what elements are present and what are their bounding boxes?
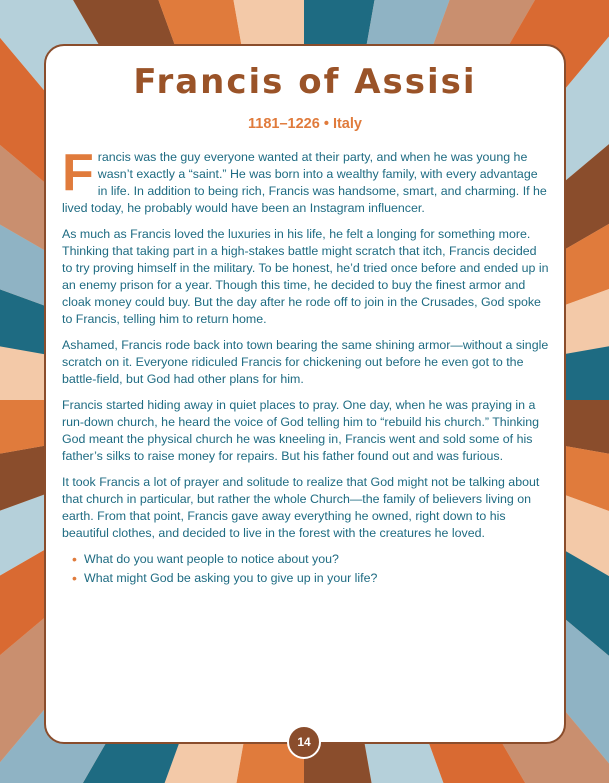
page-number-badge: 14: [287, 725, 321, 759]
dates-location: 1181–1226 • Italy: [248, 116, 362, 132]
story-body: [62, 144, 550, 589]
content-card: [44, 44, 566, 744]
paragraph-5: It took Francis a lot of prayer and solitude to realize that God might not be talking about that church in particular, but rather the whole Church—the family of believers living on earth. From that point, Francis gave away everything he owned, right down to his beautiful clothes, and decided to live in the forest with the creatures he loved.: [62, 475, 540, 540]
paragraph-2: As much as Francis loved the luxuries in his life, he felt a longing for something more. Thinking that taking part in a high-stakes battle might scratch that itch, Francis decided to try proving himself in the military. To be honest, he’d tried once before and ended up in an enemy prison for a year. Though this time, he decided to buy the finest armor and cloak money could buy. But the day after he rode off to join in the Crusades, God spoke to Francis, telling him to return home.: [62, 227, 549, 326]
question-2: • What might God be asking you to give up in your life?: [84, 570, 550, 587]
paragraph-4: Francis started hiding away in quiet places to pray. One day, when he was praying in a run-down church, he heard the voice of God telling him to “rebuild his church.” Thinking God meant the physical church he was kneeling in, Francis went and sold some of his father’s silks to raise money for repairs. But his father found out and was furious.: [62, 398, 540, 463]
paragraph-1: [62, 144, 550, 217]
question-1: • What do you want people to notice about you?: [84, 551, 550, 568]
paragraph-3: Ashamed, Francis rode back into town bearing the same shining armor—without a single scratch on it. Everyone ridiculed Francis for chickening out before he even got to the battle-field, but God had other plans for him.: [62, 338, 549, 386]
reflection-questions: [62, 551, 550, 587]
paragraph-1-text: rancis was the guy everyone wanted at their party, and when he was young he wasn’t exactly a “saint.” He was born into a wealthy family, with every advantage in life. In addition to being rich, Francis was handsome, smart, and charming. If he lived today, he probably would have been an Instagram influencer.: [62, 150, 547, 215]
drop-cap: F: [62, 144, 94, 202]
page-title: Francis of Assisi: [133, 62, 477, 102]
